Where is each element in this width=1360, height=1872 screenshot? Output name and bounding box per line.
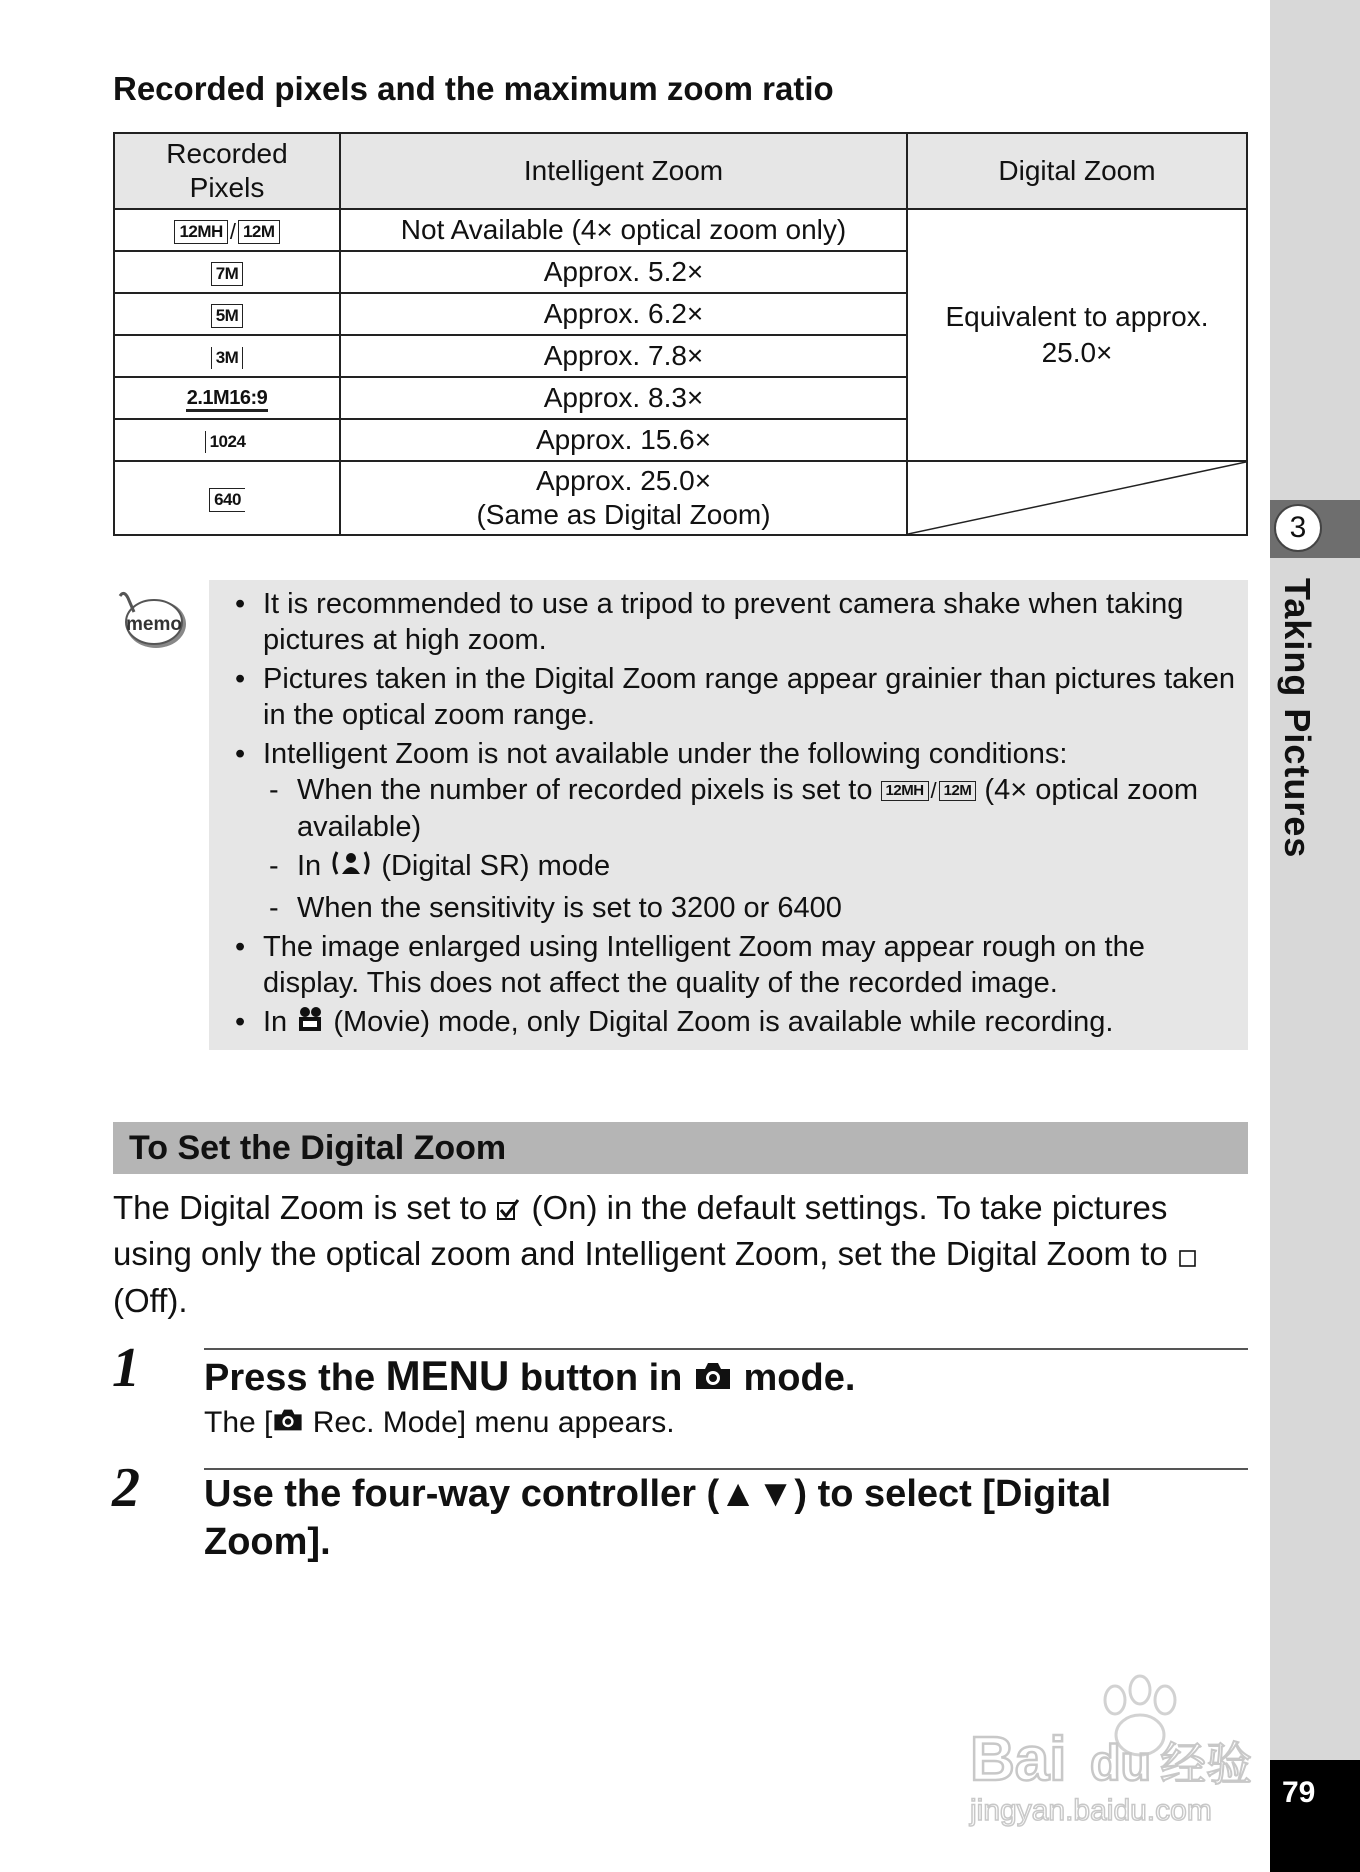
- step-title: Use the four-way controller (▲▼) to select [Digital Zoom].: [204, 1473, 1112, 1563]
- header-digital-zoom: Digital Zoom: [907, 133, 1247, 209]
- pixels-12m-icon: 12M: [238, 220, 280, 244]
- intelligent-zoom-cell: Approx. 8.3×: [340, 377, 907, 419]
- section-heading: Recorded pixels and the maximum zoom ratio: [113, 70, 834, 107]
- recorded-pixels-cell: [114, 461, 340, 535]
- intelligent-zoom-cell: Approx. 15.6×: [340, 419, 907, 461]
- table-row: [114, 209, 1247, 251]
- not-applicable-cell: [907, 461, 1247, 535]
- digital-sr-icon: [329, 848, 373, 887]
- pixels-7m-icon: 7M: [211, 262, 244, 286]
- recorded-pixels-cell: [114, 335, 340, 377]
- camera-icon: [693, 1356, 733, 1404]
- list-item: • The image enlarged using Intelligent Zoom may appear rough on the display. This does not affect the quality of the recorded image.: [229, 929, 1238, 1001]
- intelligent-zoom-cell: Approx. 25.0× (Same as Digital Zoom): [340, 461, 907, 535]
- table-row: [114, 461, 1247, 535]
- pixels-1024-icon: 1024: [205, 431, 250, 453]
- recorded-pixels-cell: [114, 419, 340, 461]
- recorded-pixels-cell: [114, 251, 340, 293]
- header-recorded-pixels: Recorded Pixels: [114, 133, 340, 209]
- pixels-12mh-icon: 12MH: [881, 781, 929, 801]
- recorded-pixels-cell: [114, 377, 340, 419]
- intelligent-zoom-cell: Approx. 7.8×: [340, 335, 907, 377]
- pixels-5m-icon: 5M: [211, 304, 244, 328]
- pixels-640-icon: 640: [209, 488, 245, 512]
- zoom-ratio-table: [113, 132, 1248, 536]
- checkbox-on-icon: [496, 1188, 522, 1232]
- pixels-3m-icon: 3M: [211, 347, 244, 369]
- movie-icon: [295, 1004, 325, 1043]
- svg-text:du: du: [1090, 1735, 1152, 1791]
- svg-text:Bai: Bai: [970, 1725, 1067, 1794]
- watermark-logo: [960, 1660, 1280, 1830]
- memo-box: [209, 580, 1248, 1050]
- diagonal-line: [908, 462, 1246, 534]
- chapter-sidebar: [1270, 0, 1360, 1760]
- svg-text:memo: memo: [126, 614, 182, 635]
- step-title: Press the MENU button in mode.: [204, 1352, 1244, 1404]
- memo-icon: [116, 590, 188, 652]
- page-number: 79: [1270, 1760, 1360, 1872]
- chapter-number: 3: [1274, 504, 1322, 552]
- sub-list: [263, 772, 1238, 926]
- section-paragraph: The Digital Zoom is set to (On) in the default settings. To take pictures using only the optical zoom and Intelligent Zoom, set the Digital Zoom to (Off).: [113, 1186, 1253, 1323]
- pixels-12m-icon: 12M: [939, 781, 977, 801]
- step-number: 2: [112, 1457, 140, 1519]
- intelligent-zoom-cell: Approx. 5.2×: [340, 251, 907, 293]
- list-item: • In (Movie) mode, only Digital Zoom is available while recording.: [229, 1004, 1238, 1043]
- intelligent-zoom-cell: Approx. 6.2×: [340, 293, 907, 335]
- list-item: • Intelligent Zoom is not available under the following conditions: - When the number of recorded pixels is set to 12MH / 12M (4× optical zoom available) - In (Digital SR) mode - When the sensitivity is set to 3200 or 6400: [229, 736, 1238, 926]
- step-divider: [204, 1348, 1248, 1350]
- digital-zoom-cell: Equivalent to approx. 25.0×: [907, 209, 1247, 461]
- chapter-title: Taking Pictures: [1277, 578, 1318, 859]
- camera-icon: [272, 1407, 304, 1441]
- section-title-bar: To Set the Digital Zoom: [113, 1122, 1248, 1174]
- intelligent-zoom-cell: Not Available (4× optical zoom only): [340, 209, 907, 251]
- step-number: 1: [112, 1337, 140, 1399]
- header-intelligent-zoom: Intelligent Zoom: [340, 133, 907, 209]
- checkbox-off-icon: [1177, 1235, 1199, 1279]
- recorded-pixels-cell: [114, 293, 340, 335]
- list-item: • It is recommended to use a tripod to prevent camera shake when taking pictures at high zoom.: [229, 586, 1238, 658]
- svg-text:jingyan.baidu.com: jingyan.baidu.com: [970, 1794, 1212, 1827]
- memo-list: [229, 586, 1238, 1046]
- sub-list-item: - When the number of recorded pixels is set to 12MH / 12M (4× optical zoom available): [263, 772, 1238, 845]
- pixels-12mh-icon: 12MH: [174, 220, 227, 244]
- list-item: • Pictures taken in the Digital Zoom range appear grainier than pictures taken in the optical zoom range.: [229, 661, 1238, 733]
- recorded-pixels-cell: 12MH / 12M: [114, 209, 340, 251]
- svg-text:经验: 经验: [1160, 1737, 1252, 1791]
- sub-list-item: - When the sensitivity is set to 3200 or 6400: [263, 890, 1238, 926]
- sub-list-item: - In (Digital SR) mode: [263, 848, 1238, 887]
- pixels-2-1m-16-9-icon: 2.1M16:9: [186, 387, 269, 412]
- step-description: The [ Rec. Mode] menu appears.: [204, 1406, 675, 1441]
